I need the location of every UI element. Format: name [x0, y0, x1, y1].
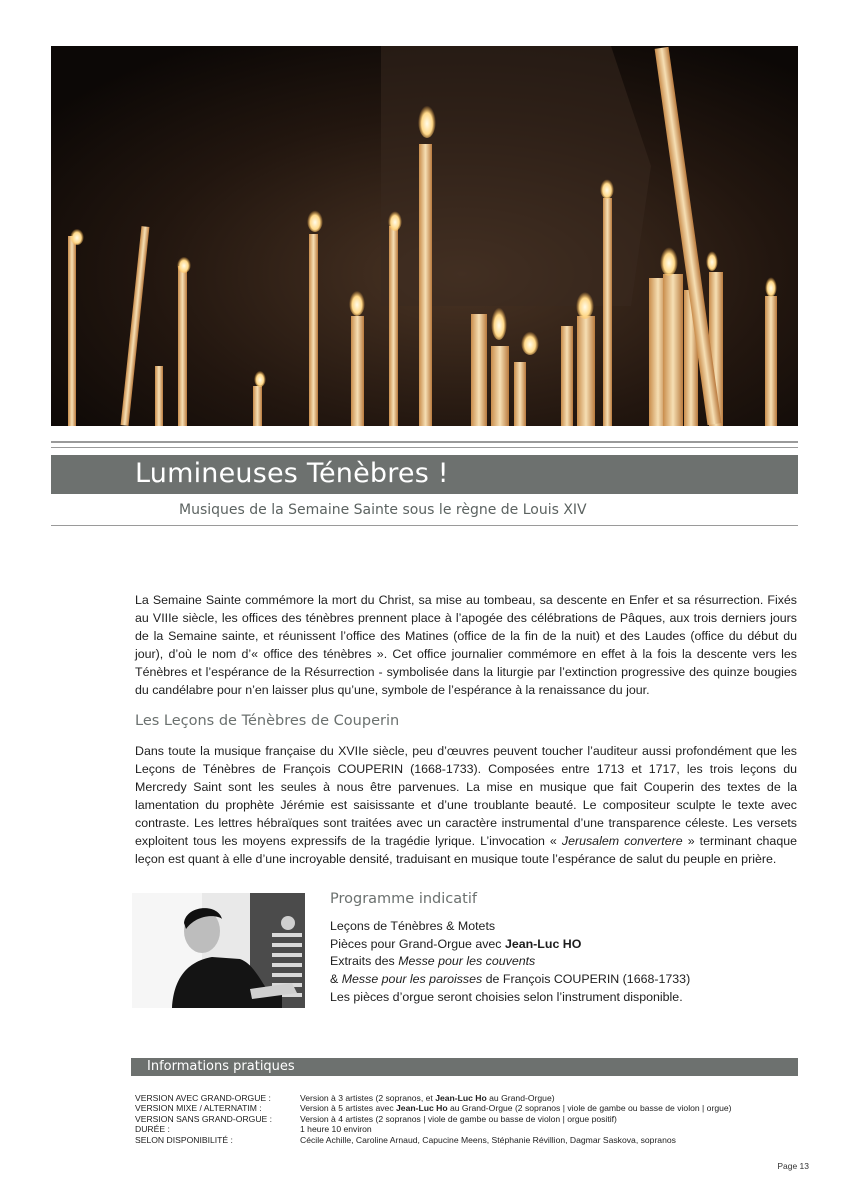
info-heading-band: [131, 1058, 798, 1076]
info-value: Cécile Achille, Caroline Arnaud, Capucine Meens, Stéphanie Révillion, Dagmar Saskova, sopranos: [300, 1134, 676, 1145]
info-value: Version à 5 artistes avec Jean-Luc Ho au Grand-Orgue (2 sopranos | viole de gambe ou basse de violon | orgue): [300, 1103, 732, 1114]
candles-illustration: [51, 46, 798, 426]
programme-item: & Messe pour les paroisses de François COUPERIN (1668-1733): [330, 972, 691, 987]
info-label: DURÉE :: [135, 1124, 170, 1135]
info-table: [135, 1093, 732, 1145]
intro-paragraph: La Semaine Sainte commémore la mort du Christ, sa mise au tombeau, sa descente en Enfer et sa résurrection. Fixés au VIIIe siècle, les offices des ténèbres prennent place à l’apogée des célébrations de Pâques, aux trois derniers jours de la Semaine sainte, et réunissent l’office des Matines (office de la fin de la nuit) et des Laudes (office du début du jour), d’où le nom d’« office des ténèbres ». Cet office journalier commémore en effet à la fois la descente vers les Ténèbres et l’espérance de la Résurrection - symbolisée dans la liturgie par l’extinction progressive des quinze bougies du candélabre pour n’en laisser plus qu’une, symbole de l’espérance à la renaissance du jour.: [135, 593, 797, 697]
info-label: SELON DISPONIBILITÉ :: [135, 1134, 233, 1145]
divider-line: [51, 441, 798, 443]
info-row: [135, 1093, 732, 1103]
programme-list: [330, 918, 690, 1007]
info-label: VERSION MIXE / ALTERNATIM :: [135, 1103, 262, 1114]
info-row: [135, 1124, 732, 1134]
page-subtitle: Musiques de la Semaine Sainte sous le règne de Louis XIV: [179, 502, 587, 518]
page-title: Lumineuses Ténèbres !: [135, 458, 449, 489]
programme-heading: Programme indicatif: [330, 891, 477, 907]
programme-item: Pièces pour Grand-Orgue avec Jean-Luc HO: [330, 936, 582, 951]
info-value: Version à 4 artistes (2 sopranos | viole de gambe ou basse de violon | orgue positif): [300, 1113, 617, 1124]
divider-line: [51, 525, 798, 526]
info-row: [135, 1103, 732, 1113]
programme-item: Leçons de Ténèbres & Motets: [330, 919, 496, 933]
organist-portrait: [132, 893, 305, 1008]
info-row: [135, 1114, 732, 1124]
lecons-paragraph: Dans toute la musique française du XVIIe siècle, peu d’œuvres peuvent toucher l’auditeur aussi profondément que les Leçons de Ténèbres de François COUPERIN (1668-1733). Composées entre 1713 et 1717, les trois leçons du Mercredy Saint sont les seules à nous être parvenues. La mise en musique que fait Couperin des textes de la lamentation du prophète Jérémie est saisissante et d’une troublante beauté. Le compositeur sculpte le texte avec contraste. Les lettres hébraïques sont traitées avec un caractère instrumental d’une transparence céleste. Les versets exploitent tous les moyens expressifs de la tragédie lyrique. L’invocation « Jerusalem convertere » terminant chaque leçon est quant à elle d’une incroyable densité, traduisant en musique toute l’espérance de salut du peuple en prière.: [135, 744, 798, 866]
info-row: [135, 1135, 732, 1145]
programme-item: Les pièces d’orgue seront choisies selon l’instrument disponible.: [330, 989, 683, 1004]
info-label: VERSION SANS GRAND-ORGUE :: [135, 1113, 273, 1124]
hero-candles-image: [51, 46, 798, 426]
info-label: VERSION AVEC GRAND-ORGUE :: [135, 1093, 271, 1103]
page-number: Page 13: [777, 1161, 809, 1171]
info-value: Version à 3 artistes (2 sopranos, et Jean-Luc Ho au Grand-Orgue): [300, 1093, 555, 1103]
divider-line: [51, 447, 798, 448]
info-value: 1 heure 10 environ: [300, 1124, 372, 1135]
title-band: [51, 455, 798, 494]
programme-item: Extraits des Messe pour les couvents: [330, 954, 536, 969]
lecons-heading: Les Leçons de Ténèbres de Couperin: [135, 713, 400, 729]
info-heading: Informations pratiques: [147, 1059, 295, 1074]
